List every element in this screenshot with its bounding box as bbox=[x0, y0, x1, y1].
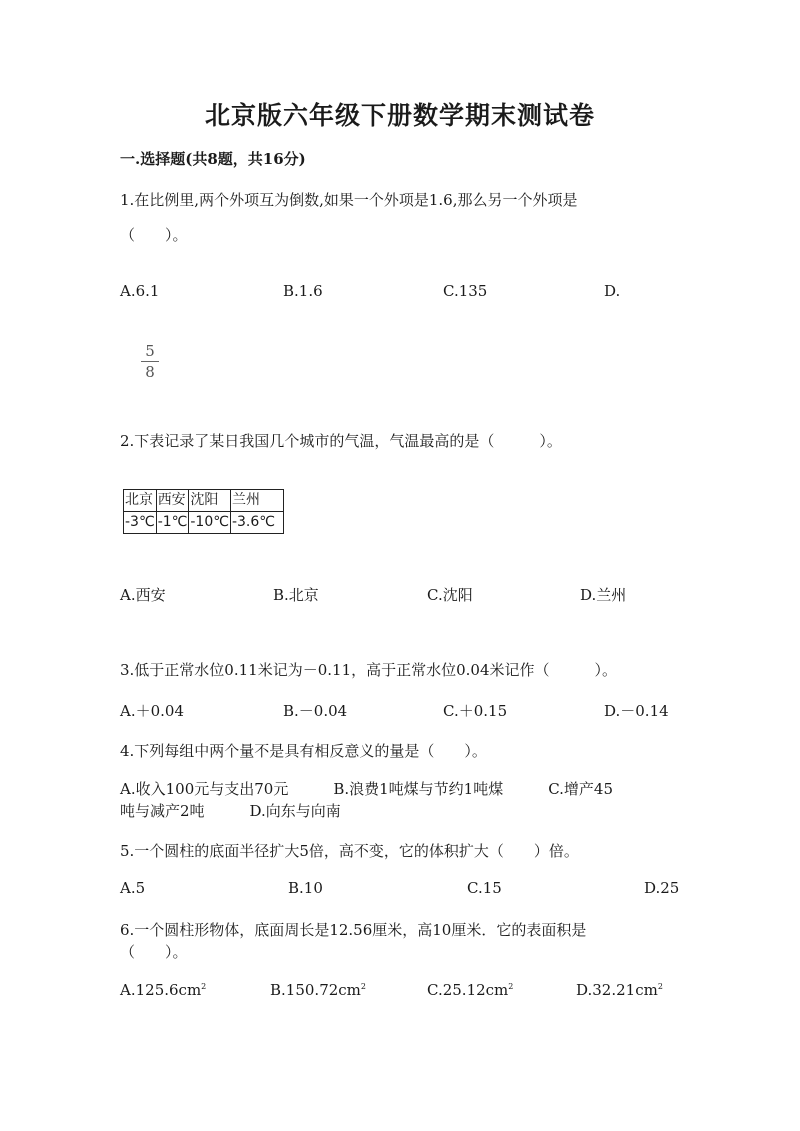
question-1-option-c: C.135 bbox=[443, 282, 488, 300]
question-4-options-line-2: 吨与减产2吨 D.向东与向南 bbox=[120, 802, 341, 820]
question-1-option-d-fraction bbox=[140, 343, 160, 380]
question-2-option-a: A.西安 bbox=[120, 586, 166, 604]
unit-exponent: 2 bbox=[201, 982, 207, 991]
question-1-option-b: B.1.6 bbox=[283, 282, 323, 300]
unit-exponent: 2 bbox=[508, 982, 514, 991]
question-1-text: 1.在比例里,两个外项互为倒数,如果一个外项是1.6,那么另一个外项是 bbox=[120, 191, 578, 209]
section-heading: 一.选择题(共8题，共16分) bbox=[120, 150, 306, 168]
question-6-option-d bbox=[576, 981, 663, 999]
table-cell-temp: -3℃ bbox=[124, 512, 157, 534]
unit-exponent: 2 bbox=[657, 982, 663, 991]
question-5-option-a: A.5 bbox=[120, 879, 146, 897]
fraction-numerator: 5 bbox=[145, 342, 155, 360]
question-6-option-b bbox=[270, 981, 366, 999]
option-value: C.25.12cm bbox=[427, 981, 509, 999]
table-cell-temp: -3.6℃ bbox=[230, 512, 283, 534]
question-1-option-a: A.6.1 bbox=[120, 282, 160, 300]
question-4-text: 4.下列每组中两个量不是具有相反意义的量是（ ）。 bbox=[120, 742, 487, 760]
option-value: D.32.21cm bbox=[576, 981, 658, 999]
question-5-option-c: C.15 bbox=[467, 879, 502, 897]
question-1-blank: （ ）。 bbox=[120, 226, 188, 244]
question-6-text: 6.一个圆柱形物体，底面周长是12.56厘米，高10厘米．它的表面积是 bbox=[120, 921, 587, 939]
question-5-option-b: B.10 bbox=[288, 879, 323, 897]
table-row-temps bbox=[124, 512, 284, 534]
fraction-bar bbox=[141, 361, 159, 362]
question-5-text: 5.一个圆柱的底面半径扩大5倍，高不变，它的体积扩大（ ）倍。 bbox=[120, 842, 579, 860]
table-row-cities bbox=[124, 490, 284, 512]
page-title: 北京版六年级下册数学期末测试卷 bbox=[204, 101, 595, 130]
question-3-option-c: C.＋0.15 bbox=[443, 702, 508, 720]
question-3-text: 3.低于正常水位0.11米记为－0.11，高于正常水位0.04米记作（ ）。 bbox=[120, 661, 618, 679]
question-3-option-d: D.－0.14 bbox=[604, 702, 669, 720]
temperature-table bbox=[123, 489, 284, 534]
table-cell-temp: -1℃ bbox=[156, 512, 189, 534]
option-value: B.150.72cm bbox=[270, 981, 361, 999]
fraction-denominator: 8 bbox=[145, 363, 155, 381]
question-3-option-b: B.－0.04 bbox=[283, 702, 348, 720]
table-cell-city: 兰州 bbox=[230, 490, 283, 512]
unit-exponent: 2 bbox=[360, 982, 366, 991]
question-3-option-a: A.＋0.04 bbox=[120, 702, 184, 720]
question-6-option-a bbox=[120, 981, 206, 999]
table-cell-city: 西安 bbox=[156, 490, 189, 512]
table-cell-city: 北京 bbox=[124, 490, 157, 512]
question-2-text: 2.下表记录了某日我国几个城市的气温，气温最高的是（ ）。 bbox=[120, 432, 562, 450]
question-2-option-c: C.沈阳 bbox=[427, 586, 473, 604]
question-2-option-b: B.北京 bbox=[273, 586, 319, 604]
question-6-blank: （ ）。 bbox=[120, 943, 188, 961]
question-6-option-c bbox=[427, 981, 513, 999]
question-2-option-d: D.兰州 bbox=[580, 586, 627, 604]
question-1-option-d: D. bbox=[604, 282, 621, 300]
question-4-options-line-1: A.收入100元与支出70元 B.浪费1吨煤与节约1吨煤 C.增产45 bbox=[120, 780, 613, 798]
table-cell-city: 沈阳 bbox=[189, 490, 231, 512]
question-5-option-d: D.25 bbox=[644, 879, 680, 897]
table-cell-temp: -10℃ bbox=[189, 512, 231, 534]
option-value: A.125.6cm bbox=[120, 981, 202, 999]
